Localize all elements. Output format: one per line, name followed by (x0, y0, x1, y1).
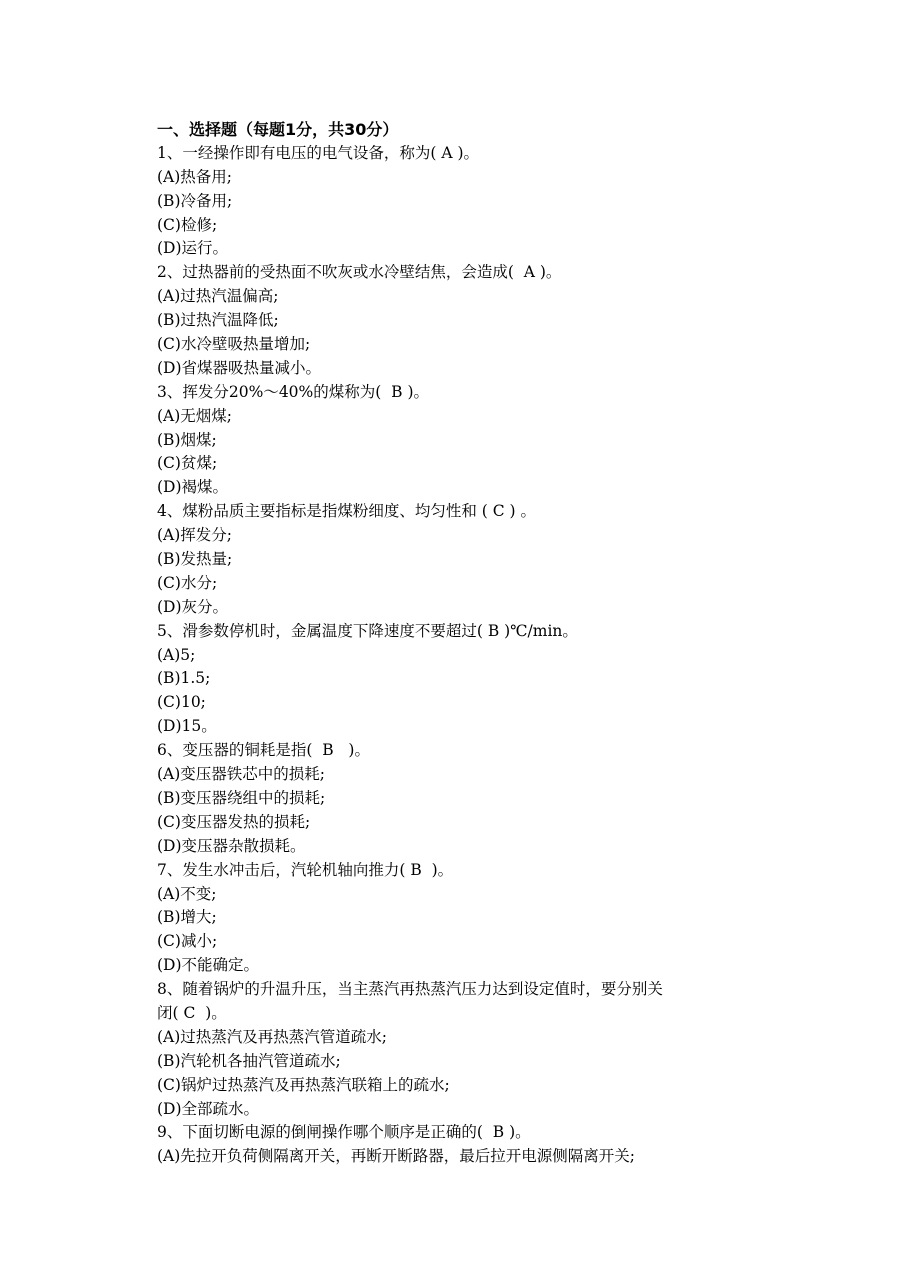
text-line: (B)烟煤; (157, 430, 217, 449)
text-line: (A)变压器铁芯中的损耗; (157, 765, 326, 784)
text-line: (A)不变; (157, 884, 217, 903)
text-line: (C)水分; (157, 573, 218, 592)
text-line: (C)贫煤; (157, 454, 218, 473)
text-line: 4、煤粉品质主要指标是指煤粉细度、均匀性和 ( C ) 。 (157, 502, 537, 521)
text-line: (A)热备用; (157, 167, 233, 186)
text-line: 6、变压器的铜耗是指( B )。 (157, 741, 370, 760)
text-line: (B)过热汽温降低; (157, 311, 279, 330)
text-line: (D)不能确定。 (157, 956, 260, 975)
text-line: 9、下面切断电源的倒闸操作哪个顺序是正确的( B )。 (157, 1123, 531, 1142)
text-line: (D)褐煤。 (157, 478, 229, 497)
text-line: (B)冷备用; (157, 191, 233, 210)
text-line: (D)灰分。 (157, 597, 229, 616)
text-line: (C)锅炉过热蒸汽及再热蒸汽联箱上的疏水; (157, 1075, 450, 1094)
text-line: (D)运行。 (157, 239, 229, 258)
text-line: (A)过热汽温偏高; (157, 287, 279, 306)
text-line: (B)增大; (157, 908, 217, 927)
question-list (157, 142, 849, 1169)
text-line: (B)发热量; (157, 550, 233, 569)
text-line: (B)汽轮机各抽汽管道疏水; (157, 1051, 341, 1070)
text-line: (A)无烟煤; (157, 406, 233, 425)
text-line: (C)10; (157, 693, 206, 712)
text-line: (D)省煤器吸热量减小。 (157, 358, 322, 377)
text-line: (D)15。 (157, 717, 217, 736)
section-heading: 一、选择题（每题1分，共30分） (157, 120, 399, 139)
text-line: 3、挥发分20%～40%的煤称为( B )。 (157, 382, 430, 401)
text-line: (B)变压器绕组中的损耗; (157, 788, 326, 807)
text-line: 闭( C )。 (157, 1003, 227, 1022)
text-line: (C)减小; (157, 932, 218, 951)
text-line: 2、过热器前的受热面不吹灰或水冷壁结焦，会造成( A )。 (157, 263, 562, 282)
text-line: 8、随着锅炉的升温升压，当主蒸汽再热蒸汽压力达到设定值时，要分别关 (157, 980, 663, 999)
text-line: (C)变压器发热的损耗; (157, 812, 311, 831)
text-line: 7、发生水冲击后，汽轮机轴向推力( B )。 (157, 860, 454, 879)
text-line: (A)过热蒸汽及再热蒸汽管道疏水; (157, 1027, 388, 1046)
text-line: (A)先拉开负荷侧隔离开关，再断开断路器，最后拉开电源侧隔离开关; (157, 1147, 636, 1166)
text-line: 1、一经操作即有电压的电气设备，称为( A )。 (157, 143, 480, 162)
text-line: (A)5; (157, 645, 196, 664)
text-line: (C)水冷壁吸热量增加; (157, 335, 311, 354)
text-line: (A)挥发分; (157, 526, 233, 545)
text-line: 5、滑参数停机时，金属温度下降速度不要超过( B )℃/min。 (157, 621, 578, 640)
text-line: (D)变压器杂散损耗。 (157, 836, 306, 855)
text-line: (D)全部疏水。 (157, 1099, 260, 1118)
text-line: (B)1.5; (157, 669, 211, 688)
text-line: (C)检修; (157, 215, 218, 234)
